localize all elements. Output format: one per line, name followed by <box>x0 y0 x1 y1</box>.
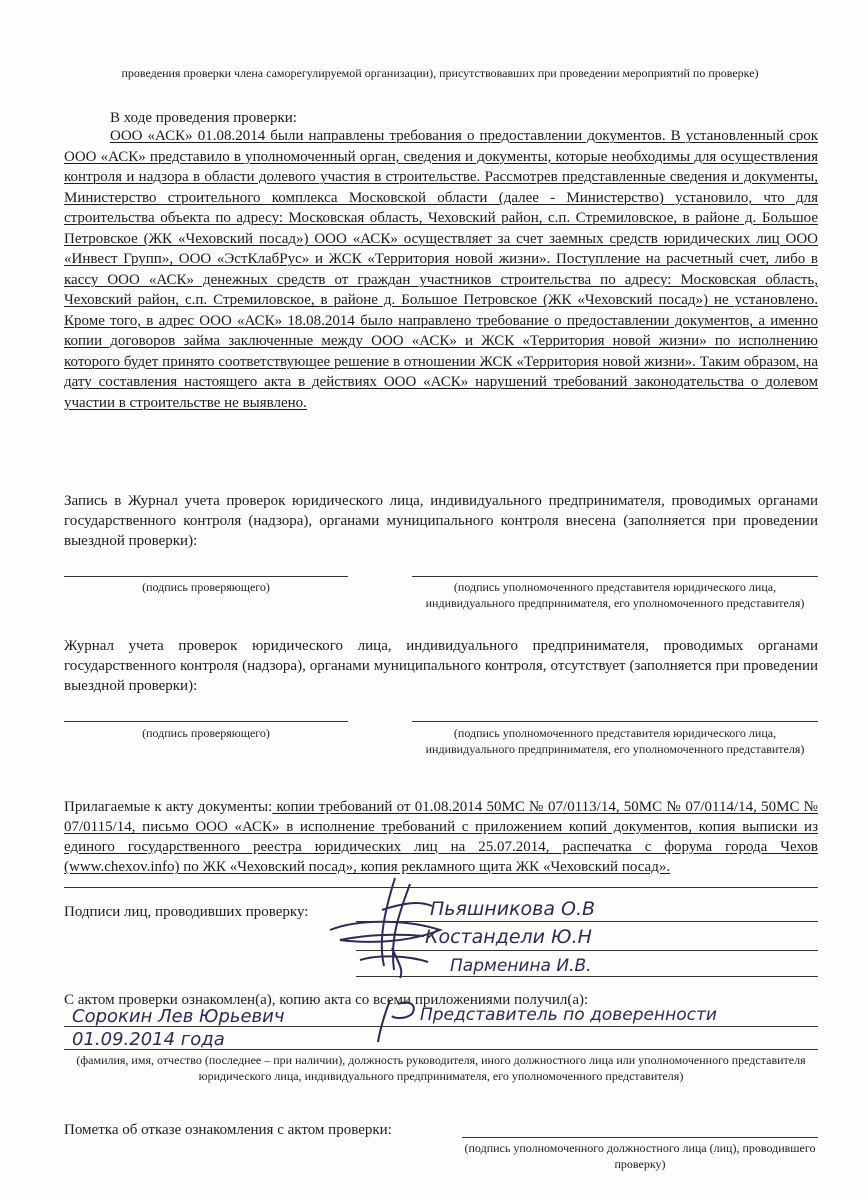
refusal-signature-line <box>462 1137 818 1138</box>
representative-signature-caption: (подпись уполномоченного представителя юридического лица, индивидуального предпринимателя, его уполномоченного представителя) <box>425 580 805 610</box>
inspectors-label: Подписи лиц, проводивших проверку: <box>64 904 309 920</box>
inspector-signature-2: Костандели Ю.Н <box>425 926 592 948</box>
inspector-signature-caption: (подпись проверяющего) <box>142 580 270 594</box>
refusal-label: Пометка об отказе ознакомления с актом проверки: <box>64 1122 392 1138</box>
inspector-signature-caption-2: (подпись проверяющего) <box>142 726 270 740</box>
inspector-signature-line-2 <box>64 721 348 722</box>
inspector-signature-1: Пьяшникова О.В <box>430 898 596 920</box>
header-caption: проведения проверки члена саморегулируемой организации), присутствовавших при проведении мероприятий по проверке) <box>121 66 759 80</box>
acknowledgement-line-2 <box>64 1049 818 1050</box>
acknowledgement-role: Представитель по доверенности <box>420 1005 717 1025</box>
representative-signature-caption-2: (подпись уполномоченного представителя юридического лица, индивидуального предпринимателя, его уполномоченного представителя) <box>425 726 805 756</box>
inspection-heading: В ходе проведения проверки: <box>110 110 297 126</box>
attachments-list: копии требований от 01.08.2014 50МС № 07/0113/14, 50МС № 07/0114/14, 50МС № 07/0115/14, письмо ООО «АСК» в исполнение требований с приложением копий документов, копия выписки из единого государственного реестра юридических лиц на 25.07.2014, распечатка с форума города Чехов (www.chexov.info) по ЖК «Чеховский посад», копия рекламного щита ЖК «Чеховский посад». <box>64 799 818 875</box>
inspection-text <box>64 126 818 413</box>
journal-absent-text: Журнал учета проверок юридического лица, индивидуального предпринимателя, проводимых органами государственного контроля (надзора), органами муниципального контроля, отсутствует (заполняется при проведении выездной проверки): <box>64 638 818 694</box>
inspector-signature-3: Парменина И.В. <box>450 956 592 976</box>
journal-entry-text: Запись в Журнал учета проверок юридического лица, индивидуального предпринимателя, проводимых органами государственного контроля (надзора), органами муниципального контроля внесена (заполняется при проведении выездной проверки): <box>64 493 818 549</box>
acknowledgement-label: С актом проверки ознакомлен(а), копию акта со всеми приложениями получил(а): <box>64 992 589 1008</box>
acknowledgement-caption: (фамилия, имя, отчество (последнее – при наличии), должность руководителя, иного должностного лица или уполномоченного представителя юридического лица, индивидуального предпринимателя, его уполномоченного представителя) <box>76 1053 806 1083</box>
inspection-text-content: ООО «АСК» 01.08.2014 были направлены требования о предоставлении документов. В установленный срок ООО «АСК» представило в уполномоченный орган, сведения и документы, которые необходимы для осуществления контроля и надзора в области долевого участия в строительстве. Рассмотрев представленные сведения и документы, Министерство строительного комплекса Московской области (далее - Министерство) установило, что для строительства объекта по адресу: Московская область, Чеховский район, с.п. Стремиловское, в районе д. Большое Петровское (ЖК «Чеховский посад») ООО «АСК» осуществляет за счет заемных средств юридических лиц ООО «Инвест Групп», ООО «ЭстКлабРус» и ЖСК «Территория новой жизни». Поступление на расчетный счет, либо в кассу ООО «АСК» денежных средств от граждан участников строительства по адресу: Московская область, Чеховский район, с.п. Стремиловское, в районе д. Большое Петровское (ЖК «Чеховский посад») не установлено. Кроме того, в адрес ООО «АСК» 18.08.2014 было направлено требование о предоставлении документов, а именно копии договоров займа заключенные между ООО «АСК» и ЖСК «Территория новой жизни» по исполнению которого будет принято соответствующее решение в отношении ЖСК «Территория новой жизни». Таким образом, на дату составления настоящего акта в действиях ООО «АСК» нарушений требований законодательства о долевом участии в строительстве не выявлено. <box>64 128 818 411</box>
representative-signature-line <box>412 576 818 577</box>
acknowledgement-name: Сорокин Лев Юрьевич <box>72 1006 285 1027</box>
attachments-paragraph <box>64 797 818 877</box>
acknowledgement-line-1 <box>64 1026 818 1027</box>
representative-signature-line-2 <box>412 721 818 722</box>
attachments-label: Прилагаемые к акту документы: <box>64 799 273 815</box>
inspector-signature-line <box>64 576 348 577</box>
refusal-caption: (подпись уполномоченного должностного лица (лиц), проводившего проверку) <box>464 1141 816 1171</box>
acknowledgement-signature-scribble <box>372 996 432 1046</box>
acknowledgement-date: 01.09.2014 года <box>72 1029 225 1050</box>
